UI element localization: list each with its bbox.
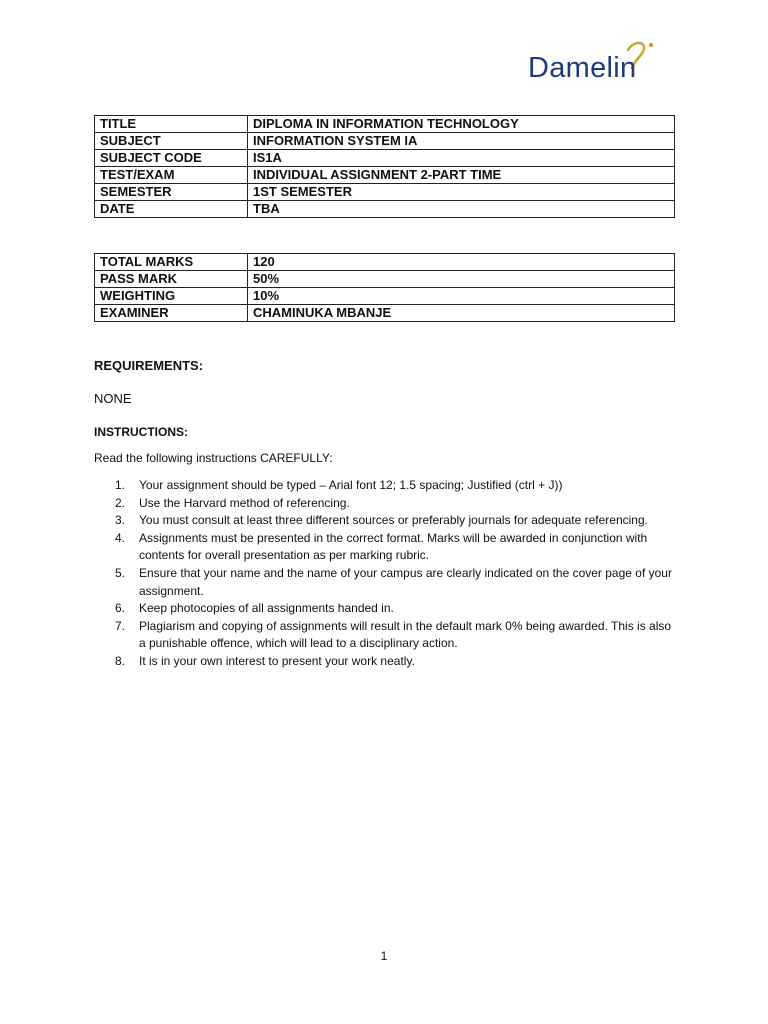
row-label-examiner: EXAMINER — [95, 305, 248, 322]
list-item-text: You must consult at least three different sources or preferably journals for adequate referencing. — [139, 513, 648, 528]
list-item-text: It is in your own interest to present your work neatly. — [139, 653, 415, 668]
table-row — [95, 305, 675, 322]
list-item-number: 2. — [115, 495, 126, 510]
row-label-total-marks: TOTAL MARKS — [95, 254, 248, 271]
instructions-list — [94, 477, 676, 671]
requirements-heading: REQUIREMENTS: — [94, 358, 204, 373]
list-item — [94, 565, 676, 600]
row-value-semester: 1ST SEMESTER — [248, 184, 675, 201]
row-label-test-exam: TEST/EXAM — [95, 167, 248, 184]
list-item — [94, 495, 676, 513]
row-label-subject-code: SUBJECT CODE — [95, 150, 248, 167]
row-label-weighting: WEIGHTING — [95, 288, 248, 305]
table-row — [95, 150, 675, 167]
list-item-text: Plagiarism and copying of assignments will result in the default mark 0% being awarded. This is also a punishable offence, which will lead to a disciplinary action. — [139, 618, 672, 651]
list-item-text: Keep photocopies of all assignments handed in. — [139, 601, 394, 616]
table-row — [95, 116, 675, 133]
marks-table — [94, 253, 675, 322]
row-value-subject: INFORMATION SYSTEM IA — [248, 133, 675, 150]
row-label-semester: SEMESTER — [95, 184, 248, 201]
list-item-text: Use the Harvard method of referencing. — [139, 495, 350, 510]
table-row — [95, 133, 675, 150]
list-item — [94, 653, 676, 671]
row-value-subject-code: IS1A — [248, 150, 675, 167]
list-item — [94, 618, 676, 653]
row-value-total-marks: 120 — [248, 254, 675, 271]
row-value-test-exam: INDIVIDUAL ASSIGNMENT 2-PART TIME — [248, 167, 675, 184]
course-details-table — [94, 115, 675, 218]
list-item-number: 8. — [115, 653, 126, 668]
instructions-intro: Read the following instructions CAREFULLY: — [94, 451, 333, 465]
table-row — [95, 254, 675, 271]
list-item-number: 4. — [115, 530, 126, 545]
list-item-text: Ensure that your name and the name of your campus are clearly indicated on the cover page of your assignment. — [139, 565, 672, 598]
row-value-examiner: CHAMINUKA MBANJE — [248, 305, 675, 322]
table-row — [95, 184, 675, 201]
list-item-number: 5. — [115, 565, 126, 580]
list-item — [94, 600, 676, 618]
list-item-number: 6. — [115, 601, 126, 616]
logo-text: Damelin — [528, 52, 637, 84]
requirements-value: NONE — [94, 391, 132, 406]
table-row — [95, 271, 675, 288]
table-row — [95, 167, 675, 184]
list-item-text: Your assignment should be typed – Arial font 12; 1.5 spacing; Justified (ctrl + J)) — [139, 478, 563, 492]
damelin-logo — [528, 40, 678, 90]
list-item — [94, 477, 676, 495]
row-value-title: DIPLOMA IN INFORMATION TECHNOLOGY — [248, 116, 675, 133]
list-item-text: Assignments must be presented in the correct format. Marks will be awarded in conjunction with contents for overall presentation as per marking rubric. — [139, 530, 648, 563]
row-value-weighting: 10% — [248, 288, 675, 305]
instructions-heading: INSTRUCTIONS: — [94, 425, 188, 439]
table-row — [95, 288, 675, 305]
table-row — [95, 201, 675, 218]
list-item-number: 1. — [115, 478, 126, 492]
row-label-title: TITLE — [95, 116, 248, 133]
row-value-pass-mark: 50% — [248, 271, 675, 288]
row-value-date: TBA — [248, 201, 675, 218]
list-item-number: 3. — [115, 513, 126, 528]
list-item — [94, 512, 676, 530]
row-label-pass-mark: PASS MARK — [95, 271, 248, 288]
list-item-number: 7. — [115, 618, 126, 633]
row-label-date: DATE — [95, 201, 248, 218]
row-label-subject: SUBJECT — [95, 133, 248, 150]
list-item — [94, 530, 676, 565]
page-number: 1 — [380, 949, 388, 963]
